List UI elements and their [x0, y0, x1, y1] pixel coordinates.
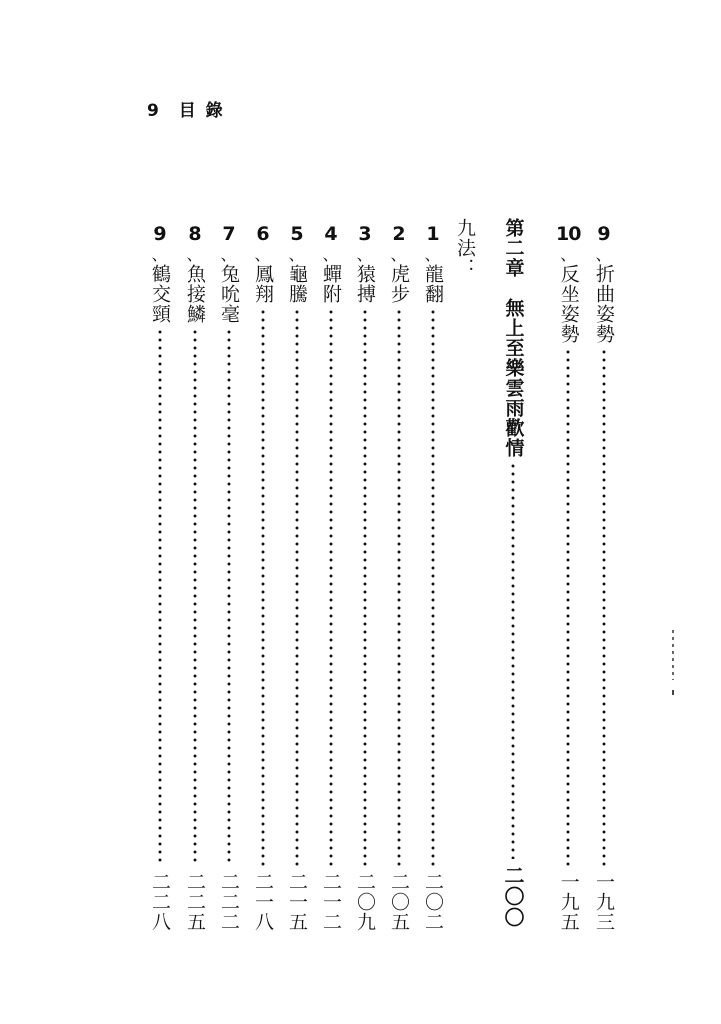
dot-leader — [566, 348, 570, 866]
entry-separator: 、 — [186, 245, 203, 264]
dot-leader — [397, 308, 401, 866]
dot-leader — [227, 328, 231, 866]
entry-number: 8 — [188, 223, 201, 245]
section-title: 九法： — [454, 218, 476, 278]
entry-title: 猿搏 — [354, 264, 376, 304]
entry-title: 折曲姿勢 — [593, 264, 615, 344]
entry-page: 二〇五 — [388, 872, 410, 932]
entry-number: 7 — [222, 223, 235, 245]
toc-entry — [594, 222, 613, 932]
toc-entry — [253, 222, 272, 932]
entry-title: 龍翻 — [422, 264, 444, 304]
entry-number: 9 — [153, 223, 166, 245]
entry-separator: 、 — [288, 245, 305, 264]
entry-title: 鳳翔 — [252, 264, 274, 304]
page-number: 9 — [147, 101, 161, 121]
entry-number: 2 — [392, 223, 405, 245]
toc-entry — [355, 222, 374, 932]
dot-leader — [363, 308, 367, 866]
toc-entry — [287, 222, 306, 932]
entry-page: 一九五 — [557, 872, 580, 932]
entry-title: 兔吮毫 — [218, 264, 240, 324]
entry-separator: 、 — [254, 245, 271, 264]
entry-title: 虎步 — [388, 264, 410, 304]
page-header — [147, 96, 235, 121]
entry-page: 二一五 — [286, 872, 308, 932]
scan-artifact — [672, 690, 674, 695]
entry-separator: 、 — [424, 245, 441, 264]
entry-title: 魚接鱗 — [184, 264, 206, 324]
entry-page: 二二二 — [218, 872, 240, 932]
entry-number: 6 — [256, 223, 269, 245]
entry-number: 9 — [597, 223, 610, 245]
entry-page: 二〇九 — [354, 872, 376, 932]
toc-chapter-entry — [503, 218, 523, 928]
entry-separator: 、 — [220, 245, 237, 264]
entry-title: 蟬附 — [320, 264, 342, 304]
dot-leader — [261, 308, 265, 866]
page-title: 目 錄 — [178, 101, 225, 121]
entry-separator: 、 — [560, 245, 577, 264]
entry-page: 二〇二 — [422, 872, 444, 932]
entry-page: 一九三 — [593, 872, 615, 932]
dot-leader — [295, 308, 299, 866]
entry-number: 10 — [556, 223, 581, 245]
scan-artifact — [672, 630, 674, 680]
entry-separator: 、 — [322, 245, 339, 264]
entry-separator: 、 — [595, 245, 612, 264]
chapter-title: 第二章 無上至樂雲雨歡情 — [502, 218, 525, 458]
entry-page: 二一八 — [252, 872, 274, 932]
dot-leader — [511, 462, 515, 859]
entry-page: 二二五 — [184, 872, 206, 932]
dot-leader — [602, 348, 606, 866]
entry-number: 3 — [358, 223, 371, 245]
entry-number: 5 — [290, 223, 303, 245]
dot-leader — [158, 328, 162, 866]
toc-entry — [185, 222, 204, 932]
entry-separator: 、 — [390, 245, 407, 264]
entry-separator: 、 — [151, 245, 168, 264]
entry-page: 二一二 — [320, 872, 342, 932]
toc-section-label — [455, 218, 474, 928]
dot-leader — [329, 308, 333, 866]
entry-title: 反坐姿勢 — [557, 264, 580, 344]
toc-entry — [219, 222, 238, 932]
dot-leader — [193, 328, 197, 866]
toc-entry — [556, 222, 580, 932]
entry-number: 4 — [324, 223, 337, 245]
entry-number: 1 — [426, 223, 439, 245]
entry-title: 鶴交頸 — [149, 264, 171, 324]
toc-entry — [423, 222, 442, 932]
toc-entry — [150, 222, 169, 932]
entry-title: 龜騰 — [286, 264, 308, 304]
entry-page: 二〇〇 — [501, 865, 525, 928]
dot-leader — [431, 308, 435, 866]
toc-entry — [321, 222, 340, 932]
entry-separator: 、 — [356, 245, 373, 264]
toc-entry — [389, 222, 408, 932]
entry-page: 二二八 — [149, 872, 171, 932]
